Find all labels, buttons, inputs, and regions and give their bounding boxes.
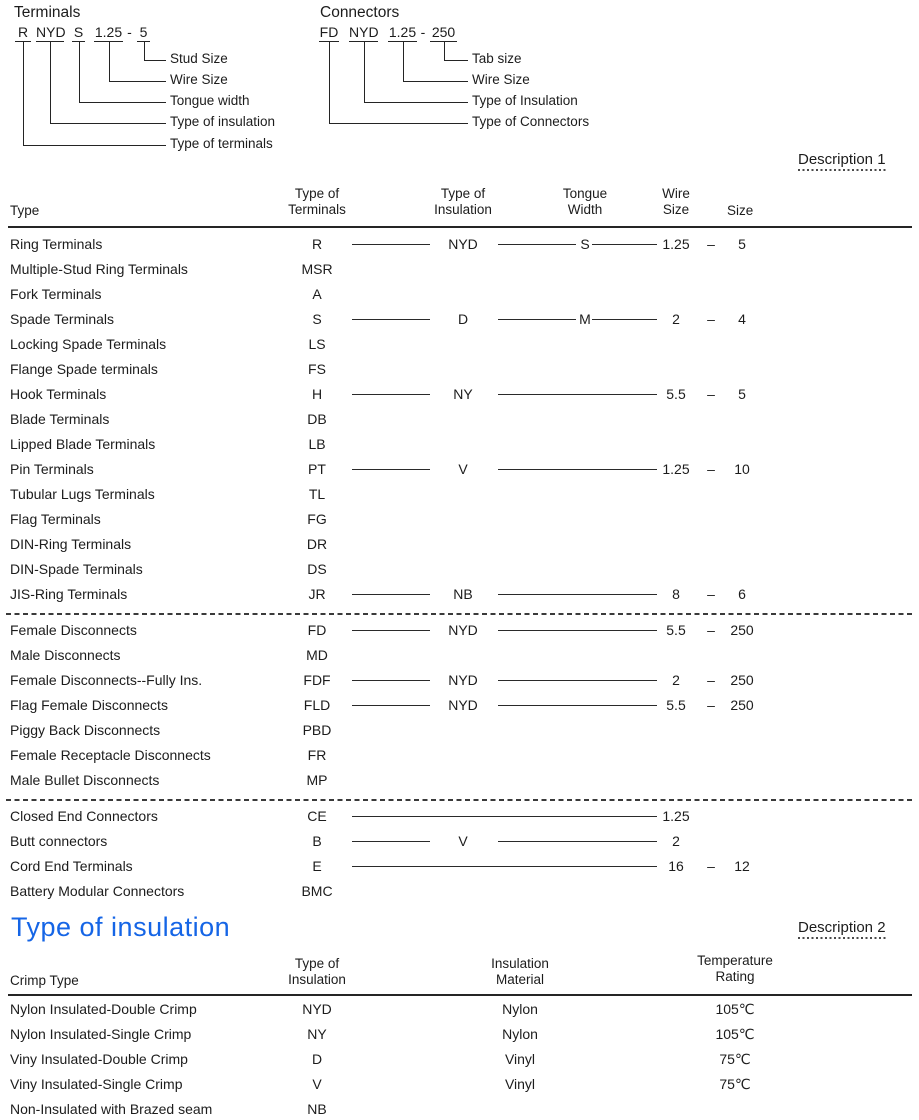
row-insulation-code: NB (453, 586, 473, 602)
row-type-label: DIN-Spade Terminals (10, 561, 143, 577)
row-type-label: Female Disconnects--Fully Ins. (10, 672, 203, 688)
row-code: LS (308, 336, 326, 352)
row-tongue-code: S (580, 236, 590, 252)
row-type-label: Spade Terminals (10, 311, 115, 327)
row-wire-size: 16 (668, 858, 684, 874)
row-type-label: Battery Modular Connectors (10, 883, 185, 899)
row-type-label: Closed End Connectors (10, 808, 158, 824)
row-code: PBD (302, 722, 332, 738)
row-dash: – (707, 461, 715, 477)
row-size: 250 (730, 672, 754, 688)
row-type-label: Male Bullet Disconnects (10, 772, 160, 788)
row-dash: – (707, 622, 715, 638)
row-type-label: Lipped Blade Terminals (10, 436, 156, 452)
row-code: CE (307, 808, 327, 824)
row-size: 12 (734, 858, 750, 874)
row-insulation-material: Vinyl (504, 1076, 536, 1092)
row-type-label: DIN-Ring Terminals (10, 536, 132, 552)
row-type-label: Female Disconnects (10, 622, 137, 638)
table-row (0, 1072, 919, 1097)
row-insulation-code: NY (453, 386, 473, 402)
row-temperature-rating: 105℃ (715, 1026, 755, 1042)
row-type-label: Flag Female Disconnects (10, 697, 168, 713)
row-type-label: Ring Terminals (10, 236, 103, 252)
code-part: S (73, 24, 84, 40)
row-code: PT (308, 461, 326, 477)
row-dash: – (707, 672, 715, 688)
table1-col-tongue-line1: Tongue (562, 186, 608, 201)
row-insulation-code: NYD (448, 672, 478, 688)
row-type-label: Female Receptacle Disconnects (10, 747, 211, 763)
row-code: MD (306, 647, 328, 663)
row-dash: – (707, 697, 715, 713)
table1-col-terminals-line2: Terminals (288, 202, 346, 217)
row-temperature-rating: 75℃ (719, 1076, 751, 1092)
table-row (0, 1097, 919, 1120)
row-code: FR (307, 747, 327, 763)
row-code: R (311, 236, 323, 252)
row-insulation-code: V (312, 1076, 322, 1092)
code-part: R (15, 25, 31, 42)
code-part: 1.25 (388, 24, 417, 40)
row-code: TL (308, 486, 326, 502)
table2-col-temperature-line2: Rating (715, 969, 755, 984)
description-1-label: Description 1 (798, 151, 886, 171)
row-wire-size: 5.5 (666, 622, 686, 638)
table1-col-insulation-line2: Insulation (434, 202, 492, 217)
table2-col-insulation-line2: Insulation (288, 972, 346, 987)
row-dash: – (707, 236, 715, 252)
row-type-label: Hook Terminals (10, 386, 107, 402)
row-insulation-code: V (458, 461, 468, 477)
row-code: DS (307, 561, 327, 577)
code-part-label: Wire Size (170, 72, 228, 87)
row-dash: – (707, 858, 715, 874)
row-type-label: Flag Terminals (10, 511, 101, 527)
table1-col-insulation-line1: Type of (440, 186, 486, 201)
row-insulation-code: NYD (448, 622, 478, 638)
code-part-label: Type of insulation (170, 114, 276, 129)
row-code: A (312, 286, 322, 302)
row-dash: – (707, 386, 715, 402)
row-type-label: Blade Terminals (10, 411, 110, 427)
row-size: 4 (738, 311, 746, 327)
row-wire-size: 1.25 (662, 808, 690, 824)
code-part-label: Type of Insulation (472, 93, 578, 108)
row-crimp-type: Viny Insulated-Double Crimp (10, 1051, 188, 1067)
table1-col-wire-line2: Size (662, 202, 690, 217)
code-part: - (420, 24, 426, 40)
row-crimp-type: Non-Insulated with Brazed seam (10, 1101, 213, 1117)
row-code: MSR (301, 261, 333, 277)
row-type-label: Butt connectors (10, 833, 108, 849)
row-type-label: Locking Spade Terminals (10, 336, 167, 352)
code-part-label: Tab size (472, 51, 522, 66)
row-wire-size: 5.5 (666, 386, 686, 402)
row-size: 250 (730, 697, 754, 713)
row-insulation-code: NY (307, 1026, 327, 1042)
row-type-label: Pin Terminals (10, 461, 94, 477)
row-size: 250 (730, 622, 754, 638)
code-part-label: Tongue width (170, 93, 250, 108)
row-tongue-code: M (579, 311, 591, 327)
code-part: NYD (36, 24, 66, 40)
table1-col-tongue-line2: Width (567, 202, 603, 217)
terminals-diagram-title: Terminals (14, 4, 81, 21)
row-temperature-rating: 105℃ (715, 1001, 755, 1017)
row-type-label: Flange Spade terminals (10, 361, 158, 377)
table1-col-wire-line1: Wire (662, 186, 690, 201)
row-crimp-type: Viny Insulated-Single Crimp (10, 1076, 183, 1092)
row-insulation-code: V (458, 833, 468, 849)
code-part: FD (319, 24, 339, 40)
row-wire-size: 1.25 (662, 236, 690, 252)
connectors-diagram-title: Connectors (320, 4, 400, 21)
row-insulation-code: NYD (302, 1001, 332, 1017)
code-part: - (127, 24, 132, 40)
row-insulation-material: Nylon (502, 1026, 538, 1042)
code-part-label: Type of terminals (170, 136, 273, 151)
row-code: BMC (301, 883, 333, 899)
row-size: 5 (738, 236, 746, 252)
row-code: JR (308, 586, 326, 602)
row-code: E (312, 858, 322, 874)
insulation-section-heading: Type of insulation (11, 912, 231, 942)
row-code: FD (307, 622, 327, 638)
table1-col-type-label: Type (10, 203, 40, 218)
table2-col-temperature-line1: Temperature (697, 953, 773, 968)
table-row (0, 1047, 919, 1072)
row-code: FLD (303, 697, 331, 713)
row-code: FS (308, 361, 326, 377)
row-dash: – (707, 311, 715, 327)
code-part: NYD (349, 24, 379, 40)
code-part: 5 (137, 25, 150, 42)
row-insulation-code: D (457, 311, 469, 327)
table1-col-terminals-line1: Type of (294, 186, 340, 201)
row-code: S (312, 311, 322, 327)
table2-col-crimp-label: Crimp Type (10, 973, 79, 988)
row-type-label: Tubular Lugs Terminals (10, 486, 155, 502)
row-code: DB (307, 411, 327, 427)
table-row (0, 1022, 919, 1047)
row-insulation-code: NYD (448, 697, 478, 713)
table2-col-material-line1: Insulation (491, 956, 549, 971)
table-row (0, 997, 919, 1022)
row-wire-size: 2 (672, 833, 680, 849)
row-code: LB (308, 436, 326, 452)
row-code: H (311, 386, 323, 402)
code-part-label: Stud Size (170, 51, 228, 66)
row-dash: – (707, 586, 715, 602)
row-type-label: Male Disconnects (10, 647, 121, 663)
row-type-label: JIS-Ring Terminals (10, 586, 128, 602)
table2-col-material-line2: Material (495, 972, 544, 987)
code-part-label: Wire Size (472, 72, 530, 87)
row-code: FG (307, 511, 327, 527)
row-insulation-material: Nylon (502, 1001, 538, 1017)
row-code: B (312, 833, 322, 849)
row-size: 10 (734, 461, 750, 477)
row-code: DR (306, 536, 328, 552)
row-code: FDF (303, 672, 331, 688)
row-type-label: Piggy Back Disconnects (10, 722, 161, 738)
row-insulation-code: D (311, 1051, 323, 1067)
row-temperature-rating: 75℃ (719, 1051, 751, 1067)
row-insulation-material: Vinyl (504, 1051, 536, 1067)
row-code: MP (306, 772, 328, 788)
code-part-label: Type of Connectors (472, 114, 590, 129)
row-wire-size: 8 (672, 586, 680, 602)
row-wire-size: 2 (672, 311, 680, 327)
row-insulation-code: NB (307, 1101, 327, 1117)
row-wire-size: 1.25 (662, 461, 690, 477)
description-2-label: Description 2 (798, 919, 886, 939)
row-type-label: Cord End Terminals (10, 858, 133, 874)
row-wire-size: 5.5 (666, 697, 686, 713)
row-type-label: Multiple-Stud Ring Terminals (10, 261, 188, 277)
code-part: 250 (431, 24, 456, 40)
row-size: 6 (738, 586, 746, 602)
row-crimp-type: Nylon Insulated-Double Crimp (10, 1001, 197, 1017)
row-wire-size: 2 (672, 672, 680, 688)
row-size: 5 (738, 386, 746, 402)
table2-col-insulation-line1: Type of (294, 956, 340, 971)
table1-col-size-label: Size (727, 203, 754, 218)
row-type-label: Fork Terminals (10, 286, 102, 302)
row-insulation-code: NYD (448, 236, 478, 252)
row-crimp-type: Nylon Insulated-Single Crimp (10, 1026, 192, 1042)
code-part: 1.25 (94, 24, 123, 40)
